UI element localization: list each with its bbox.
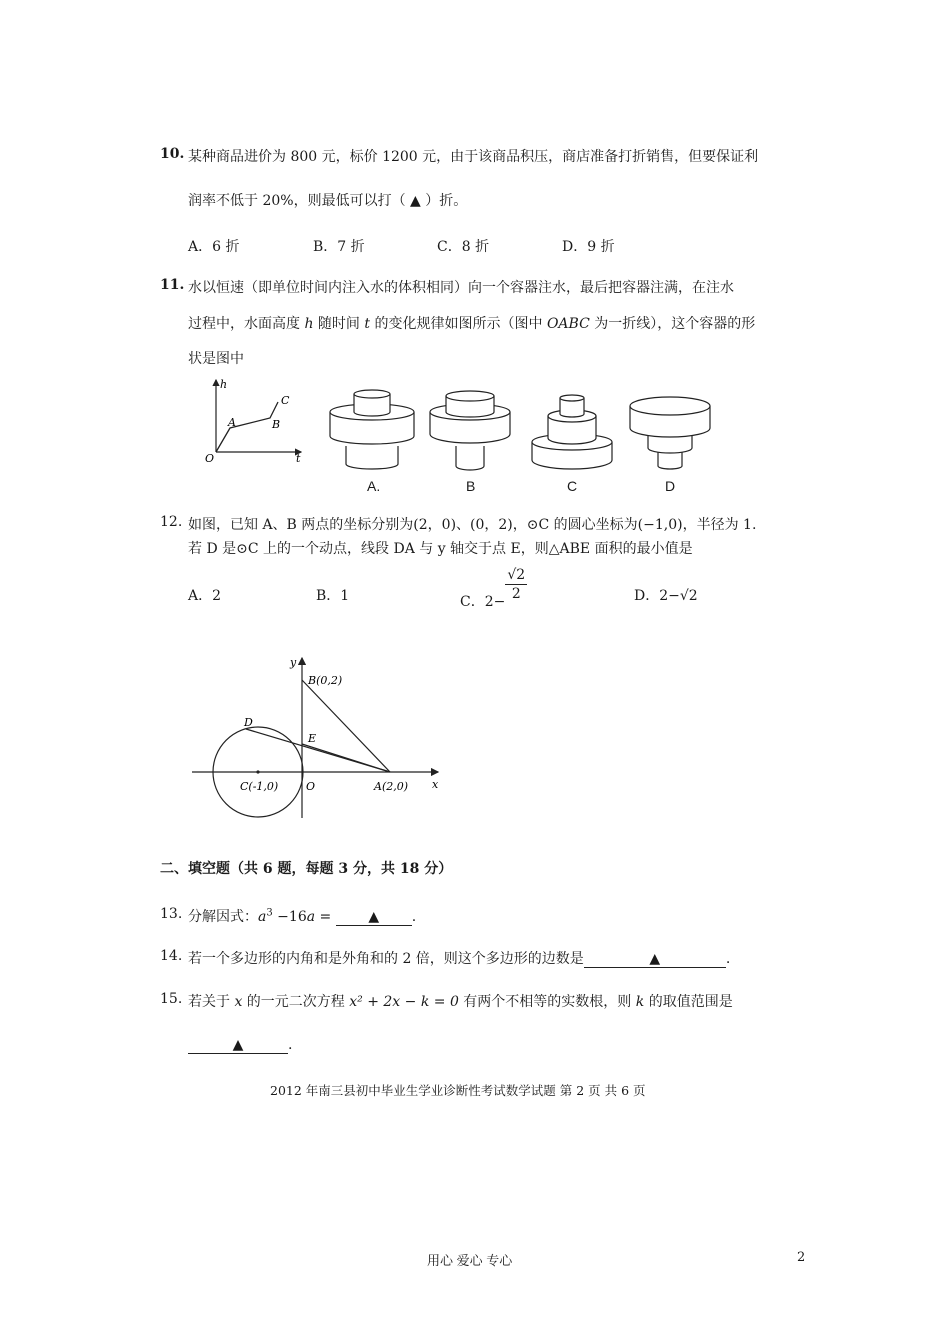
a-label: A [228, 416, 236, 429]
a-label: A(2,0) [374, 780, 409, 793]
q14-answer-blank[interactable]: ▲ [584, 951, 726, 968]
y-label: y [290, 656, 297, 669]
q13-answer-blank[interactable]: ▲ [336, 909, 412, 926]
section2-heading: 二、填空题（共 6 题，每题 3 分，共 18 分） [160, 861, 453, 877]
q12-text-line1: 如图，已知 A、B 两点的坐标分别为(2，0)、(0，2)，⊙C 的圆心坐标为(−1,0)，半径为 1. [188, 517, 757, 533]
shape-label-b: B [466, 478, 476, 494]
o-label: O [205, 452, 215, 465]
q10-text-line1: 某种商品进价为 800 元，标价 1200 元，由于该商品积压，商店准备打折销售，但要保证利 [188, 149, 759, 165]
q10-text-line2: 润率不低于 20%，则最低可以打（ ▲ ）折。 [188, 193, 468, 209]
bottom-center-text: 用心 爱心 专心 [427, 1253, 513, 1268]
h-label: h [220, 378, 228, 391]
q13-text: 分解因式：$a^3 -16a$ = ▲ . [188, 907, 417, 925]
q11-text-line2: 过程中，水面高度 h 随时间 t 的变化规律如图所示（图中 OABC 为一折线），这个容器的形 [188, 316, 756, 332]
b-label: B(0,2) [308, 674, 343, 687]
q12-option-b: B．1 [316, 588, 350, 604]
q15-answer-line: ▲ . [188, 1037, 292, 1054]
q12-number: 12. [160, 514, 183, 530]
page-number: 2 [797, 1250, 806, 1265]
container-b [430, 391, 510, 470]
q11-text-line3: 状是图中 [188, 351, 244, 367]
q15-answer-blank[interactable]: ▲ [188, 1037, 288, 1054]
container-a [330, 390, 414, 469]
shape-label-d: D [665, 478, 676, 494]
q11-height-time-graph [196, 376, 308, 466]
center-c-dot [256, 770, 259, 773]
x-label: x [432, 778, 439, 791]
q10-number: 10. [160, 146, 185, 162]
q10-option-b: B．7 折 [313, 239, 365, 255]
c-label: C [281, 394, 290, 407]
e-label: E [308, 732, 317, 745]
q13-number: 13. [160, 906, 183, 922]
b-label: B [272, 418, 281, 431]
container-c [532, 395, 612, 469]
q10-option-c: C．8 折 [437, 239, 490, 255]
shape-label-c: C [567, 478, 578, 494]
q12-text-line2: 若 D 是⊙C 上的一个动点，线段 DA 与 y 轴交于点 E，则△ABE 面积的最小值是 [188, 541, 693, 557]
q11-number: 11. [160, 277, 185, 293]
d-label: D [244, 716, 253, 729]
q15-number: 15. [160, 991, 183, 1007]
q12-option-a: A．2 [188, 588, 222, 604]
q10-option-d: D．9 折 [562, 239, 615, 255]
q12-coordinate-figure [190, 654, 450, 824]
q11-container-shapes [326, 384, 726, 474]
o-label: O [306, 780, 316, 793]
shape-label-a: A. [367, 478, 381, 494]
t-label: t [296, 452, 301, 465]
exam-footer: 2012 年南三县初中毕业生学业诊断性考试数学试题 第 2 页 共 6 页 [270, 1083, 646, 1098]
q14-number: 14. [160, 948, 183, 964]
oabc-polyline [216, 402, 281, 452]
q11-text-line1: 水以恒速（即单位时间内注入水的体积相同）向一个容器注水，最后把容器注满，在注水 [188, 280, 734, 296]
q12-option-d: D．2−√2 [634, 588, 698, 604]
q15-text: 若关于 x 的一元二次方程 x² + 2x − k = 0 有两个不相等的实数根，则 k 的取值范围是 [188, 994, 733, 1010]
c-label: C(-1,0) [240, 780, 279, 793]
container-d [630, 397, 710, 469]
q10-option-a: A．6 折 [188, 239, 240, 255]
q14-text: 若一个多边形的内角和是外角和的 2 倍，则这个多边形的边数是 ▲ . [188, 951, 731, 967]
q12-option-c: C．2− $\frac{√2}{2}$ [460, 567, 526, 610]
